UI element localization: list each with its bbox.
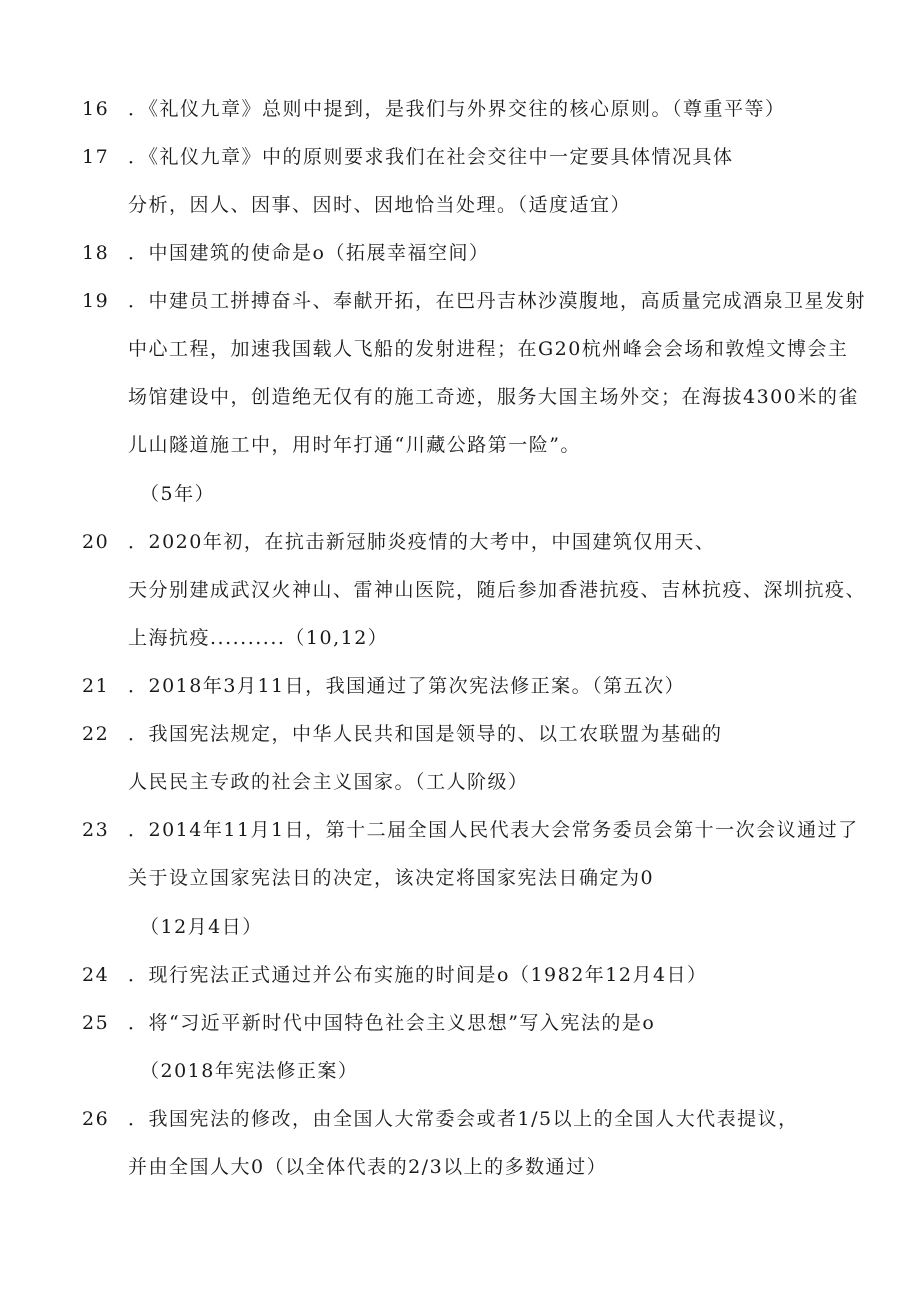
item-text: ．《礼仪九章》中的原则要求我们在社会交往中一定要具体情况具体	[128, 146, 734, 168]
item-20-line-3: 上海抗疫..........（10,12）	[128, 627, 389, 649]
item-text: ．2020年初，在抗击新冠肺炎疫情的大考中，中国建筑仅用天、	[128, 531, 716, 553]
item-number: 23	[82, 819, 110, 841]
item-22-line-2: 人民民主专政的社会主义国家。（工人阶级）	[128, 771, 529, 793]
item-19-line-2: 中心工程，加速我国载人飞船的发射进程；在G20杭州峰会会场和敦煌文博会主	[128, 338, 849, 360]
item-20-line-2: 天分别建成武汉火神山、雷神山医院，随后参加香港抗疫、吉林抗疫、深圳抗疫、	[128, 579, 867, 601]
item-number: 22	[82, 723, 110, 745]
item-23-line-2: 关于设立国家宪法日的决定，该决定将国家宪法日确定为0	[128, 867, 655, 889]
item-number: 20	[82, 531, 110, 553]
item-number: 26	[82, 1108, 110, 1130]
item-text: ．将“习近平新时代中国特色社会主义思想”写入宪法的是ο	[128, 1012, 656, 1034]
item-number: 25	[82, 1012, 110, 1034]
item-text: ．中建员工拼搏奋斗、奉献开拓，在巴丹吉林沙漠腹地，高质量完成酒泉卫星发射	[128, 290, 867, 312]
item-20-line-1	[82, 530, 715, 554]
item-23-answer: （12月4日）	[140, 916, 263, 938]
item-26-line-2: 并由全国人大0（以全体代表的2/3以上的多数通过）	[128, 1156, 608, 1178]
item-19-line-4: 儿山隧道施工中，用时年打通“川藏公路第一险”。	[128, 434, 581, 456]
item-text: ．现行宪法正式通过并公布实施的时间是ο（1982年12月4日）	[128, 964, 708, 986]
item-24-line-1	[82, 963, 708, 987]
item-16-line-1	[82, 97, 786, 121]
item-text: ．我国宪法规定，中华人民共和国是领导的、以工农联盟为基础的	[128, 723, 723, 745]
item-number: 17	[82, 146, 110, 168]
item-number: 24	[82, 964, 110, 986]
item-number: 18	[82, 242, 110, 264]
item-23-line-1	[82, 818, 859, 842]
item-26-line-1	[82, 1107, 799, 1131]
item-19-line-3: 场馆建设中，创造绝无仅有的施工奇迹，服务大国主场外交；在海拔4300米的雀	[128, 386, 859, 408]
item-number: 21	[82, 675, 110, 697]
item-22-line-1	[82, 722, 723, 746]
item-text: ．中国建筑的使命是ο（拓展幸福空间）	[128, 242, 490, 264]
item-25-line-1	[82, 1011, 655, 1035]
item-19-line-1	[82, 289, 866, 313]
item-text: ．2014年11月1日，第十二届全国人民代表大会常务委员会第十一次会议通过了	[128, 819, 859, 841]
item-19-answer: （5年）	[140, 483, 216, 505]
item-25-answer: （2018年宪法修正案）	[140, 1060, 359, 1082]
item-text: ．《礼仪九章》总则中提到，是我们与外界交往的核心原则。（尊重平等）	[128, 98, 786, 120]
item-number: 16	[82, 98, 110, 120]
item-17-line-2: 分析，因人、因事、因时、因地恰当处理。（适度适宜）	[128, 194, 632, 216]
item-21-line-1	[82, 674, 685, 698]
item-17-line-1	[82, 145, 734, 169]
item-18-line-1	[82, 241, 489, 265]
item-text: ．2018年3月11日，我国通过了第次宪法修正案。（第五次）	[128, 675, 686, 697]
item-text: ．我国宪法的修改，由全国人大常委会或者1/5以上的全国人大代表提议，	[128, 1108, 799, 1130]
item-number: 19	[82, 290, 110, 312]
